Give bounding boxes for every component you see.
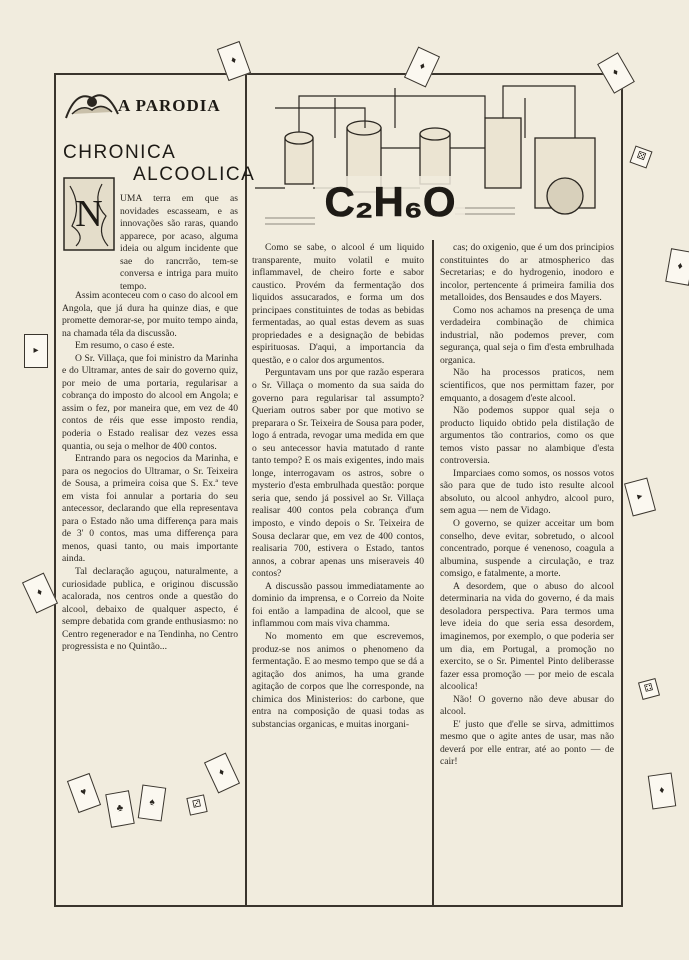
column-divider-2: [432, 240, 434, 907]
article-title-line1: CHRONICA: [63, 142, 177, 163]
paragraph: Tal declaração aguçou, naturalmente, a curiosidade publica, e originou discussão acalorada, nos centros onde a questão do alcool, debaixo de qualquer aspecto, é sempre debatida com grande enthusiasmo: no Centro regenerador e na Tendinha, no Centro progressista e no Quintão...: [62, 566, 238, 653]
playing-card-decoration: ♦: [204, 753, 240, 794]
paragraph: Como nos achamos na presença de uma verdadeira combinação de chimica industrial, não podemos prever, com segurança, qual seja o fim d'esta embrulhada organica.: [440, 304, 614, 366]
column-2: [252, 242, 424, 897]
paragraph: O Sr. Villaça, que foi ministro da Marinha e do Ultramar, antes de sair do governo quiz, por meio de uma portaria, regularisar a cobrança do imposto do alcool em Angola; e assim o fez, por maneira que, em vez de 40 contos de réis que esse imposto rendia, poderia o Estado realisar dez vezes essa quantia, ou seja o melhor de 400 contos.: [62, 352, 238, 452]
paragraph: Perguntavam uns por que razão esperara o Sr. Villaça o momento da sua saida do governo para regularisar tal assumpto? Queriam outros saber por que motivo se preparara o Sr. Teixeira de Sousa para poder, logo á entrada, revogar uma medida em que o seu antecessor havia matutado d rante tanto tempo? E os mais exigentes, indo mais longe, interrogavam os astros, sobre o mysterio d'esta embrulhada questão: porque seria que, sendo já possivel ao Sr. Villaça realisar 400 contos pela cobrança d'um imposto, e vindo depois o Sr. Teixeira de Sousa declarar que, em vez de 400 contos, realisaria 700, estivera o Estado, tantos annos, a cobrar apenas uns miseraveis 40 contos?: [252, 367, 424, 580]
formula-label: C₂H₆O: [324, 178, 456, 225]
paragraph: E' justo que d'elle se sirva, admittimos mesmo que o agite antes de usar, mas não deverá por elle entrar, até ao ponto — de cair!: [440, 718, 614, 768]
playing-card-decoration: ▸: [624, 477, 656, 516]
playing-card-decoration: ♠: [138, 784, 166, 821]
paragraph: cas; do oxigenio, que é um dos principios constituintes do ar atmospherico das Secretarias; e do hydrogenio, inodoro e incolor, pertencente á primeira familia dos metalloides, dos Bensaudes e dos Mayers.: [440, 242, 614, 304]
column-divider-1: [245, 73, 247, 907]
dropcap-letter: N: [75, 193, 103, 235]
paragraph: Não ha processos praticos, nem scientificos, que nos permittam fazer, por emquanto, a dosagem d'este alcool.: [440, 367, 614, 404]
ornamental-dropcap: [62, 176, 116, 252]
paragraph: A desordem, que o abuso do alcool determinaria na vida do governo, é da mais desoladora perspectiva. Para termos uma leve ideia do que seria essa desordem, imaginemos, por exemplo, o que poderia ser um dia, em Portugal, a promoção no exercito, se o Sr. Pimentel Pinto deliberasse fazer essa promoção — por meio de escala alcoolica!: [440, 580, 614, 693]
dice-decoration: ⚃: [638, 678, 660, 700]
playing-card-decoration: ♦: [217, 41, 251, 81]
article-title-line2: ALCOOLICA: [133, 164, 256, 185]
playing-card-decoration: ♦: [597, 52, 635, 93]
playing-card-decoration: ♣: [105, 790, 135, 828]
dice-decoration: ⚂: [186, 794, 207, 815]
paragraph: Não podemos suppor qual seja o producto liquido obtido pela distilação de argumentos tão contrarios, como os que temos visto passar no alambique d'esta controversia.: [440, 405, 614, 467]
distillery-illustration: [255, 78, 615, 238]
paragraph: No momento em que escrevemos, produz-se nos animos o phenomeno da fermentação. E ao mesmo tempo que se dá a agitação dos animos, ha uma grande agitação de corpos que lhe corresponde, na chimica dos Ministerios: do carbone, que entra na composição de quasi todas as substancias organicas, e muitas inorgani-: [252, 630, 424, 730]
logo-text: A PARODIA: [118, 96, 221, 115]
paragraph: Em resumo, o caso é este.: [75, 340, 175, 352]
column-3: [440, 242, 614, 897]
paragraph: Imparciaes como somos, os nossos votos são para que de tudo isto resulte alcool absoluto, ou alcool anhydro, alcool puro, sem agua — nem de Vidago.: [440, 467, 614, 517]
playing-card-decoration: ♥: [67, 773, 101, 813]
playing-card-decoration: ▸: [24, 334, 48, 368]
column-1: [62, 290, 238, 740]
playing-card-decoration: ♦: [648, 772, 676, 809]
paragraph: Não! O governo não deve abusar do alcool.: [440, 693, 614, 718]
parodia-logo: [62, 84, 242, 124]
dice-decoration: ⚄: [629, 145, 652, 168]
paragraph: Assim aconteceu com o caso do alcool em Angola, que já dura ha quinze dias, e que promette demorar-se, por muito tempo ainda, na chamada téla da discussão.: [62, 290, 238, 339]
column-1-intro: [120, 193, 238, 293]
paragraph: A discussão passou immediatamente ao dominio da imprensa, e o Correio da Noite foi então a lampadina de alcool, que se inflammou com mais viva chamma.: [252, 580, 424, 630]
paragraph: Entrando para os negocios da Marinha, e para os negocios do Ultramar, o Sr. Teixeira de Sousa, a primeira coisa que S. Ex.ª teve em vista foi annular a portaria do seu antecessor, declarando que ella representava para o Estado não uma differença para mais de 3' 0 contos, mas uma differença para menos, quasi tanto, ou mais importante ainda.: [62, 453, 238, 565]
paragraph: UMA terra em que as novidades escasseam, e as innovações são raras, quando apparece, por acaso, alguma ideia ou algum incidente que sae do rancrrão, tem-se conversa e intriga para muito tempo.: [120, 193, 238, 292]
paragraph: O governo, se quizer acceitar um bom conselho, deve evitar, sobretudo, o alcool concentrado, porque é venenoso, coagula a albumina, suspende a circulação, e traz comsigo, e fatalmente, a morte.: [440, 518, 614, 580]
playing-card-decoration: ♦: [22, 573, 58, 614]
playing-card-decoration: ♦: [665, 248, 689, 286]
paragraph: Como se sabe, o alcool é um liquido transparente, muito volatil e muito inflammavel, de cheiro forte e sabor caustico. Provém da fermentação dos liquidos assucarados, e forma um dos principaes constituintes de todas as bebidas fermentadas, ao qual estas devem as suas propriedades e a designação de bebidas espirituosas. D'aqui, a importancia da questão, e o calor dos argumentos.: [252, 242, 424, 366]
playing-card-decoration: ♦: [404, 47, 440, 88]
